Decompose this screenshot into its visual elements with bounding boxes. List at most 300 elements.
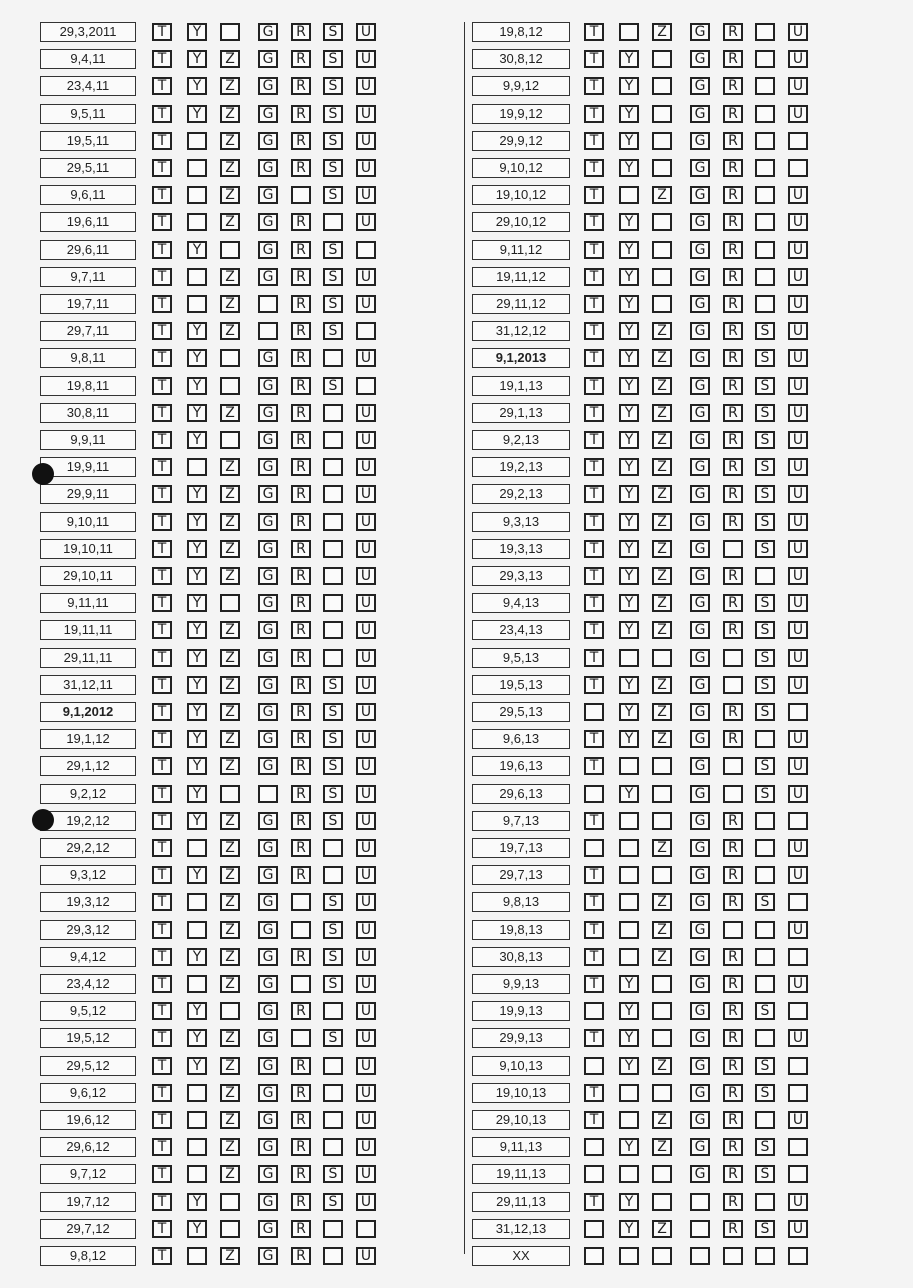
mark-box: S — [755, 485, 775, 503]
mark-box: R — [723, 1111, 743, 1129]
mark-box: S — [755, 458, 775, 476]
mark-box: G — [258, 23, 278, 41]
mark-box: Y — [187, 349, 207, 367]
mark-box: S — [323, 377, 343, 395]
mark-box: G — [690, 513, 710, 531]
date-cell: 19,7,12 — [40, 1192, 136, 1212]
mark-box: U — [356, 1111, 376, 1129]
mark-box: Y — [187, 1002, 207, 1020]
mark-box — [652, 1084, 672, 1102]
mark-box: R — [723, 241, 743, 259]
mark-box — [323, 485, 343, 503]
mark-box: G — [690, 785, 710, 803]
mark-box: S — [323, 812, 343, 830]
mark-box: S — [323, 268, 343, 286]
mark-box — [788, 132, 808, 150]
date-cell: 19,6,11 — [40, 212, 136, 232]
mark-box: R — [723, 268, 743, 286]
mark-box: R — [291, 1220, 311, 1238]
mark-box: Y — [619, 975, 639, 993]
mark-box: R — [291, 676, 311, 694]
mark-box: G — [690, 757, 710, 775]
mark-box: R — [291, 649, 311, 667]
mark-box: G — [690, 893, 710, 911]
date-cell: 9,1,2013 — [472, 348, 570, 368]
mark-box — [258, 295, 278, 313]
date-cell: 9,3,13 — [472, 512, 570, 532]
mark-box: Y — [187, 1057, 207, 1075]
mark-box: G — [258, 866, 278, 884]
mark-box: T — [152, 431, 172, 449]
mark-box: S — [323, 948, 343, 966]
mark-box: U — [788, 349, 808, 367]
mark-box: Z — [220, 839, 240, 857]
mark-box: S — [755, 540, 775, 558]
date-cell: 29,7,12 — [40, 1219, 136, 1239]
mark-box — [323, 621, 343, 639]
mark-box: G — [690, 1084, 710, 1102]
mark-box — [220, 23, 240, 41]
mark-box — [323, 1247, 343, 1265]
date-cell: 29,7,11 — [40, 321, 136, 341]
mark-box: G — [258, 485, 278, 503]
mark-box — [619, 866, 639, 884]
mark-box: R — [723, 1002, 743, 1020]
mark-box: R — [291, 377, 311, 395]
mark-box — [788, 948, 808, 966]
mark-box — [652, 105, 672, 123]
mark-box: S — [323, 1029, 343, 1047]
mark-box: Y — [187, 105, 207, 123]
mark-box: T — [152, 50, 172, 68]
mark-box: S — [755, 703, 775, 721]
mark-box — [187, 458, 207, 476]
mark-box: Z — [220, 621, 240, 639]
mark-box: T — [584, 866, 604, 884]
mark-box: R — [723, 812, 743, 830]
date-cell: 23,4,11 — [40, 76, 136, 96]
mark-box: G — [258, 1002, 278, 1020]
mark-box: U — [356, 975, 376, 993]
mark-box: R — [723, 295, 743, 313]
date-cell: 9,9,12 — [472, 76, 570, 96]
mark-box: T — [584, 458, 604, 476]
mark-box: R — [723, 349, 743, 367]
mark-box: T — [152, 1002, 172, 1020]
mark-box — [755, 50, 775, 68]
mark-box: R — [723, 1165, 743, 1183]
mark-box — [323, 1138, 343, 1156]
mark-box: R — [723, 50, 743, 68]
date-cell: 30,8,13 — [472, 947, 570, 967]
mark-box — [755, 1193, 775, 1211]
mark-box: Z — [220, 213, 240, 231]
mark-box: S — [323, 975, 343, 993]
mark-box — [788, 703, 808, 721]
mark-box: Y — [619, 159, 639, 177]
mark-box: G — [690, 975, 710, 993]
date-cell: 9,11,12 — [472, 240, 570, 260]
date-cell: 9,2,12 — [40, 784, 136, 804]
mark-box: Y — [187, 730, 207, 748]
mark-box: Z — [220, 757, 240, 775]
date-cell: 29,2,13 — [472, 484, 570, 504]
mark-box: T — [152, 268, 172, 286]
mark-box: S — [755, 757, 775, 775]
mark-box — [755, 921, 775, 939]
mark-box: R — [291, 404, 311, 422]
mark-box: T — [584, 649, 604, 667]
mark-box: U — [788, 866, 808, 884]
mark-box — [652, 1002, 672, 1020]
mark-box: Y — [187, 948, 207, 966]
mark-box: G — [690, 621, 710, 639]
mark-box: Z — [652, 23, 672, 41]
mark-box: G — [690, 649, 710, 667]
mark-box: R — [723, 567, 743, 585]
mark-box: T — [584, 50, 604, 68]
mark-box: R — [723, 839, 743, 857]
mark-box: T — [152, 485, 172, 503]
date-cell: 19,11,11 — [40, 620, 136, 640]
mark-box: U — [356, 1029, 376, 1047]
mark-box: T — [152, 730, 172, 748]
mark-box: Y — [187, 785, 207, 803]
mark-box: G — [690, 431, 710, 449]
mark-box: U — [356, 730, 376, 748]
mark-box — [619, 893, 639, 911]
mark-box: U — [788, 322, 808, 340]
mark-box: U — [356, 921, 376, 939]
mark-box: U — [788, 975, 808, 993]
mark-box — [755, 812, 775, 830]
mark-box: Z — [220, 50, 240, 68]
mark-box: U — [788, 77, 808, 95]
mark-box: S — [323, 730, 343, 748]
mark-box: Z — [652, 676, 672, 694]
mark-box — [619, 23, 639, 41]
mark-box: G — [258, 839, 278, 857]
date-cell: 29,3,2011 — [40, 22, 136, 42]
mark-box: T — [152, 757, 172, 775]
mark-box: T — [584, 159, 604, 177]
mark-box: G — [690, 703, 710, 721]
mark-box: Z — [220, 1138, 240, 1156]
mark-box — [619, 812, 639, 830]
mark-box: T — [584, 893, 604, 911]
mark-box — [652, 1247, 672, 1265]
mark-box — [323, 349, 343, 367]
mark-box — [723, 540, 743, 558]
mark-box: U — [788, 1193, 808, 1211]
mark-box — [323, 1057, 343, 1075]
mark-box — [584, 1220, 604, 1238]
mark-box: U — [788, 730, 808, 748]
date-cell: 29,11,12 — [472, 294, 570, 314]
date-cell: 29,1,13 — [472, 403, 570, 423]
mark-box: Y — [619, 213, 639, 231]
mark-box: T — [152, 676, 172, 694]
mark-box: R — [291, 812, 311, 830]
mark-box — [723, 757, 743, 775]
mark-box: Z — [220, 1111, 240, 1129]
date-cell: 29,5,12 — [40, 1056, 136, 1076]
mark-box: G — [690, 540, 710, 558]
mark-box: S — [755, 513, 775, 531]
mark-box: Y — [619, 404, 639, 422]
date-cell: 19,10,11 — [40, 539, 136, 559]
mark-box: Y — [619, 105, 639, 123]
date-cell: 9,10,12 — [472, 158, 570, 178]
mark-box — [755, 186, 775, 204]
mark-box: S — [755, 431, 775, 449]
mark-box: G — [258, 975, 278, 993]
mark-box — [187, 921, 207, 939]
date-cell: 23,4,13 — [472, 620, 570, 640]
mark-box: Y — [187, 241, 207, 259]
mark-box: T — [584, 213, 604, 231]
mark-box: R — [723, 621, 743, 639]
punch-hole-mark — [32, 463, 54, 485]
mark-box: T — [584, 322, 604, 340]
mark-box: U — [788, 404, 808, 422]
mark-box — [323, 1111, 343, 1129]
mark-box: T — [152, 594, 172, 612]
mark-box: G — [258, 458, 278, 476]
mark-box: R — [723, 485, 743, 503]
mark-box: T — [584, 295, 604, 313]
mark-box: R — [723, 1029, 743, 1047]
mark-box: T — [584, 1111, 604, 1129]
mark-box: T — [152, 812, 172, 830]
mark-box: Y — [619, 50, 639, 68]
mark-box: Y — [187, 866, 207, 884]
mark-box: G — [690, 23, 710, 41]
mark-box: Y — [619, 621, 639, 639]
date-cell: 19,11,13 — [472, 1164, 570, 1184]
mark-box: R — [291, 241, 311, 259]
mark-box: G — [690, 404, 710, 422]
date-cell: 9,5,13 — [472, 648, 570, 668]
date-cell: 29,5,11 — [40, 158, 136, 178]
mark-box: G — [690, 1138, 710, 1156]
mark-box: S — [323, 132, 343, 150]
date-cell: 19,9,13 — [472, 1001, 570, 1021]
mark-box — [323, 213, 343, 231]
date-cell: 9,8,13 — [472, 892, 570, 912]
mark-box: Y — [619, 322, 639, 340]
mark-box — [652, 785, 672, 803]
mark-box: U — [356, 1165, 376, 1183]
mark-box: T — [152, 649, 172, 667]
mark-box — [723, 676, 743, 694]
mark-box: U — [788, 594, 808, 612]
mark-box — [723, 1247, 743, 1265]
mark-box: T — [152, 948, 172, 966]
mark-box: G — [258, 404, 278, 422]
mark-box: Y — [187, 1029, 207, 1047]
date-cell: 19,2,13 — [472, 457, 570, 477]
mark-box: U — [356, 1057, 376, 1075]
mark-box: R — [723, 213, 743, 231]
mark-box: Z — [220, 159, 240, 177]
mark-box: S — [323, 785, 343, 803]
mark-box: U — [356, 1138, 376, 1156]
mark-box — [356, 1220, 376, 1238]
mark-box: T — [584, 513, 604, 531]
mark-box — [291, 186, 311, 204]
mark-box: Z — [220, 866, 240, 884]
date-cell: 9,6,11 — [40, 185, 136, 205]
mark-box — [755, 1029, 775, 1047]
date-cell: 30,8,11 — [40, 403, 136, 423]
mark-box: Z — [652, 839, 672, 857]
mark-box — [652, 1193, 672, 1211]
date-cell: 9,7,12 — [40, 1164, 136, 1184]
date-cell: 29,5,13 — [472, 702, 570, 722]
mark-box: S — [323, 1165, 343, 1183]
mark-box: T — [152, 621, 172, 639]
mark-box: U — [788, 540, 808, 558]
mark-box: Y — [187, 404, 207, 422]
mark-box: G — [258, 1138, 278, 1156]
mark-box: G — [690, 1165, 710, 1183]
date-cell: 19,6,12 — [40, 1110, 136, 1130]
mark-box: T — [152, 458, 172, 476]
mark-box: T — [152, 785, 172, 803]
date-cell: 29,6,13 — [472, 784, 570, 804]
date-cell: 29,11,11 — [40, 648, 136, 668]
mark-box — [323, 1220, 343, 1238]
mark-box — [652, 213, 672, 231]
mark-box: Z — [652, 458, 672, 476]
mark-box: S — [755, 676, 775, 694]
mark-box: R — [723, 322, 743, 340]
mark-box — [755, 866, 775, 884]
mark-box: G — [258, 893, 278, 911]
mark-box: T — [152, 1247, 172, 1265]
mark-box — [584, 1138, 604, 1156]
mark-box — [755, 1111, 775, 1129]
mark-box — [788, 159, 808, 177]
mark-box: U — [356, 866, 376, 884]
mark-box: Y — [619, 295, 639, 313]
mark-box — [323, 458, 343, 476]
mark-box: G — [258, 594, 278, 612]
mark-box: T — [152, 540, 172, 558]
mark-box — [291, 893, 311, 911]
mark-box: Z — [652, 567, 672, 585]
mark-box: Y — [619, 1193, 639, 1211]
mark-box: G — [258, 730, 278, 748]
mark-box: T — [584, 1029, 604, 1047]
mark-box: U — [788, 431, 808, 449]
mark-box — [619, 649, 639, 667]
mark-box — [584, 1247, 604, 1265]
date-cell: 9,4,12 — [40, 947, 136, 967]
mark-box: G — [258, 621, 278, 639]
mark-box: Z — [652, 948, 672, 966]
date-cell: 19,7,13 — [472, 838, 570, 858]
mark-box — [652, 268, 672, 286]
mark-box: G — [690, 1057, 710, 1075]
mark-box: R — [723, 703, 743, 721]
mark-box: T — [152, 1220, 172, 1238]
mark-box: S — [323, 159, 343, 177]
mark-box: Z — [220, 268, 240, 286]
mark-box: G — [258, 1057, 278, 1075]
mark-box: Y — [619, 1220, 639, 1238]
mark-box: T — [152, 1084, 172, 1102]
mark-box: G — [690, 948, 710, 966]
date-cell: 9,6,12 — [40, 1083, 136, 1103]
mark-box: T — [584, 567, 604, 585]
mark-box: S — [323, 893, 343, 911]
mark-box: G — [690, 485, 710, 503]
mark-box: T — [152, 921, 172, 939]
mark-box: Z — [220, 1057, 240, 1075]
mark-box — [220, 785, 240, 803]
mark-box — [187, 1084, 207, 1102]
mark-box: U — [356, 295, 376, 313]
mark-box: R — [291, 295, 311, 313]
mark-box: Z — [220, 1247, 240, 1265]
mark-box — [323, 649, 343, 667]
mark-box: Z — [220, 322, 240, 340]
mark-box — [755, 567, 775, 585]
date-cell: 29,7,13 — [472, 865, 570, 885]
date-cell: 9,2,13 — [472, 430, 570, 450]
mark-box — [258, 322, 278, 340]
mark-box: Z — [220, 812, 240, 830]
mark-box: Y — [619, 268, 639, 286]
mark-box: S — [323, 676, 343, 694]
mark-box — [220, 377, 240, 395]
punch-hole-mark — [32, 809, 54, 831]
mark-box: G — [258, 377, 278, 395]
mark-box: U — [356, 349, 376, 367]
mark-box: U — [356, 77, 376, 95]
mark-box: R — [291, 268, 311, 286]
mark-box — [323, 404, 343, 422]
mark-box: Y — [187, 594, 207, 612]
mark-box: G — [258, 132, 278, 150]
mark-box: G — [690, 50, 710, 68]
mark-box: T — [584, 485, 604, 503]
mark-box: U — [356, 703, 376, 721]
mark-box — [187, 1247, 207, 1265]
mark-box: T — [152, 105, 172, 123]
mark-box: Y — [187, 1193, 207, 1211]
mark-box: U — [788, 513, 808, 531]
mark-box — [788, 1247, 808, 1265]
mark-box: U — [788, 649, 808, 667]
mark-box: T — [584, 676, 604, 694]
mark-box: G — [258, 513, 278, 531]
mark-box: U — [356, 404, 376, 422]
mark-box: G — [258, 1084, 278, 1102]
mark-box — [619, 186, 639, 204]
mark-box: R — [291, 1193, 311, 1211]
mark-box: G — [690, 1002, 710, 1020]
mark-box: T — [152, 513, 172, 531]
date-cell: 9,8,11 — [40, 348, 136, 368]
mark-box: R — [723, 404, 743, 422]
date-cell: 19,8,11 — [40, 376, 136, 396]
mark-box: U — [356, 458, 376, 476]
date-cell: 19,7,11 — [40, 294, 136, 314]
mark-box: G — [258, 676, 278, 694]
